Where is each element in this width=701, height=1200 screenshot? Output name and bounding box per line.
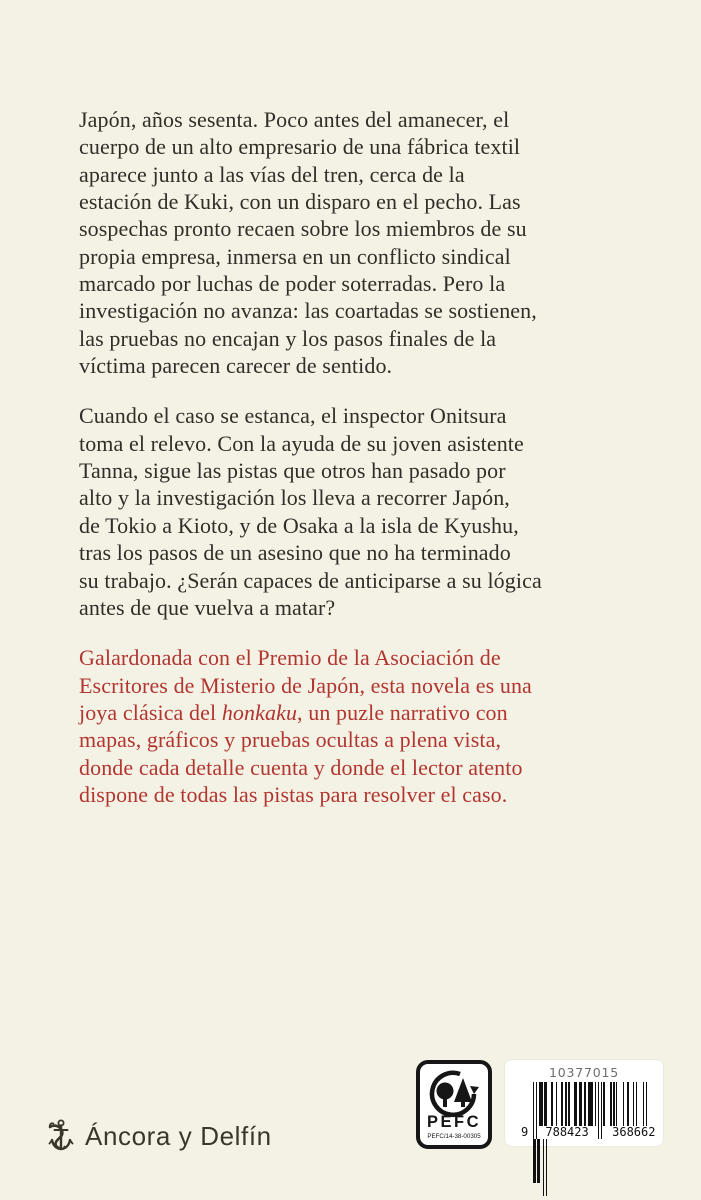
synopsis-paragraph-1 [79, 106, 639, 379]
text-line: aparece junto a las vías del tren, cerca de la [79, 161, 465, 187]
publisher-imprint-label: Áncora y Delfín [85, 1120, 272, 1151]
text-line: estación de Kuki, con un disparo en el pecho. Las [79, 189, 521, 215]
text-line: Japón, años sesenta. Poco antes del amanecer, el [79, 107, 510, 132]
text-line: cuerpo de un alto empresario de una fábrica textil [79, 134, 521, 160]
pefc-icon [416, 1060, 492, 1149]
barcode-group-1: 788423 [545, 1125, 589, 1139]
text-line: tras los pasos de un asesino que no ha terminado [79, 540, 511, 566]
text-line: joya clásica del honkaku, un puzle narrativo con [79, 699, 508, 725]
text-line: antes de que vuelva a matar? [79, 594, 336, 620]
text-line: alto y la investigación los lleva a recorrer Japón, [79, 485, 510, 511]
text-line: las pruebas no encajan y los pasos finales de la [79, 325, 497, 351]
barcode-area [521, 1082, 656, 1139]
text-line: Galardonada con el Premio de la Asociación de [79, 645, 501, 671]
text-line: propia empresa, inmersa en un conflicto sindical [79, 243, 511, 269]
barcode-label [505, 1060, 663, 1146]
text-line: Cuando el caso se estanca, el inspector Onitsura [79, 403, 507, 429]
text-line: Tanna, sigue las pistas que otros han pasado por [79, 458, 506, 484]
pefc-license-text: PEFC/14-38-00305 [427, 1133, 481, 1140]
pefc-name-text: PEFC [426, 1113, 482, 1131]
synopsis-paragraph-2 [79, 402, 639, 621]
back-cover-synopsis [79, 106, 639, 831]
text-line: Escritores de Misterio de Japón, esta novela es una [79, 672, 532, 698]
pefc-certification-logo [416, 1060, 492, 1149]
text-line: mapas, gráficos y pruebas ocultas a plena vista, [79, 727, 502, 753]
text-line: su trabajo. ¿Serán capaces de anticiparse a su lógica [79, 567, 542, 593]
barcode-first-digit: 9 [521, 1125, 529, 1139]
barcode-top-number: 10377015 [548, 1065, 620, 1080]
text-line: marcado por luchas de poder soterradas. Pero la [79, 271, 506, 297]
publisher-imprint [46, 1118, 272, 1154]
anchor-dolphin-icon [46, 1118, 76, 1154]
text-line: dispone de todas las pistas para resolver el caso. [79, 781, 508, 807]
text-line: donde cada detalle cuenta y donde el lector atento [79, 754, 523, 780]
text-line: investigación no avanza: las coartadas se sostienen, [79, 298, 537, 324]
text-line: víctima parecen carecer de sentido. [79, 353, 393, 379]
award-paragraph [79, 644, 639, 808]
text-line: sospechas pronto recaen sobre los miembros de su [79, 216, 527, 242]
text-line: toma el relevo. Con la ayuda de su joven asistente [79, 430, 524, 456]
text-line: de Tokio a Kioto, y de Osaka a la isla de Kyushu, [79, 512, 519, 538]
barcode-group-2: 368662 [612, 1125, 656, 1139]
